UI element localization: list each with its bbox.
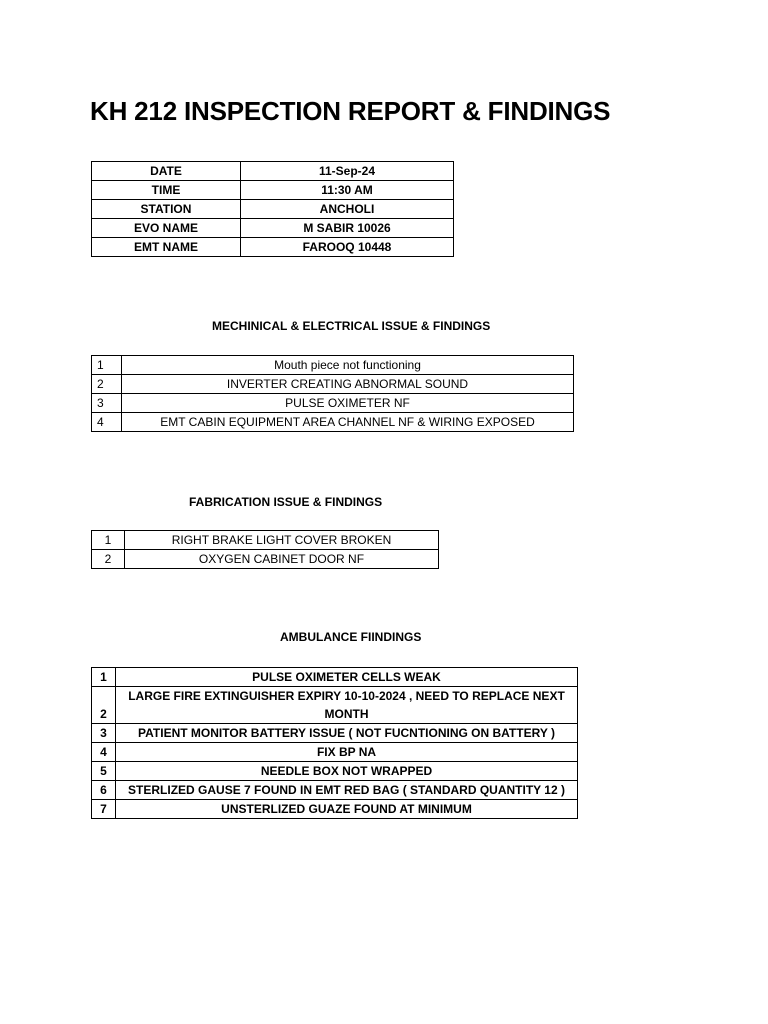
info-value: ANCHOLI: [241, 200, 454, 219]
table-row: [92, 762, 578, 781]
info-value: 11:30 AM: [241, 181, 454, 200]
row-number: 3: [92, 724, 116, 743]
fabrication-findings-table: [91, 530, 439, 569]
vehicle-info-table: [91, 161, 454, 257]
table-row: [92, 550, 439, 569]
info-label: EVO NAME: [92, 219, 241, 238]
finding-text: OXYGEN CABINET DOOR NF: [125, 550, 439, 569]
finding-text: PULSE OXIMETER CELLS WEAK: [116, 668, 578, 687]
finding-text: FIX BP NA: [116, 743, 578, 762]
finding-text: INVERTER CREATING ABNORMAL SOUND: [122, 375, 574, 394]
finding-text: LARGE FIRE EXTINGUISHER EXPIRY 10-10-2024 , NEED TO REPLACE NEXT MONTH: [116, 687, 578, 724]
row-number: 2: [92, 687, 116, 724]
info-row-time: [92, 181, 454, 200]
row-number: 6: [92, 781, 116, 800]
row-number: 2: [92, 375, 122, 394]
finding-text: NEEDLE BOX NOT WRAPPED: [116, 762, 578, 781]
mechanical-findings-table: [91, 355, 574, 432]
finding-text: UNSTERLIZED GUAZE FOUND AT MINIMUM: [116, 800, 578, 819]
info-label: STATION: [92, 200, 241, 219]
row-number: 4: [92, 743, 116, 762]
table-row: [92, 413, 574, 432]
finding-text: Mouth piece not functioning: [122, 356, 574, 375]
finding-text: PULSE OXIMETER NF: [122, 394, 574, 413]
table-row: [92, 531, 439, 550]
row-number: 1: [92, 356, 122, 375]
table-row: [92, 356, 574, 375]
table-row: [92, 781, 578, 800]
row-number: 3: [92, 394, 122, 413]
fabrication-section-heading: FABRICATION ISSUE & FINDINGS: [189, 495, 383, 509]
row-number: 5: [92, 762, 116, 781]
info-label: EMT NAME: [92, 238, 241, 257]
info-row-emt-name: [92, 238, 454, 257]
table-row: [92, 668, 578, 687]
row-number: 4: [92, 413, 122, 432]
table-row: [92, 375, 574, 394]
row-number: 1: [92, 531, 125, 550]
row-number: 2: [92, 550, 125, 569]
table-row: [92, 743, 578, 762]
mechanical-section-heading: MECHINICAL & ELECTRICAL ISSUE & FINDINGS: [212, 319, 491, 333]
info-value: M SABIR 10026: [241, 219, 454, 238]
info-value: 11-Sep-24: [241, 162, 454, 181]
table-row: [92, 724, 578, 743]
info-label: TIME: [92, 181, 241, 200]
info-row-date: [92, 162, 454, 181]
table-row: [92, 394, 574, 413]
ambulance-findings-table: [91, 667, 578, 819]
finding-text: PATIENT MONITOR BATTERY ISSUE ( NOT FUCNTIONING ON BATTERY ): [116, 724, 578, 743]
ambulance-section-heading: AMBULANCE FIINDINGS: [280, 630, 422, 644]
info-row-station: [92, 200, 454, 219]
info-label: DATE: [92, 162, 241, 181]
row-number: 7: [92, 800, 116, 819]
finding-text: STERLIZED GAUSE 7 FOUND IN EMT RED BAG ( STANDARD QUANTITY 12 ): [116, 781, 578, 800]
finding-text: RIGHT BRAKE LIGHT COVER BROKEN: [125, 531, 439, 550]
table-row: [92, 687, 578, 724]
row-number: 1: [92, 668, 116, 687]
info-row-evo-name: [92, 219, 454, 238]
finding-text: EMT CABIN EQUIPMENT AREA CHANNEL NF & WIRING EXPOSED: [122, 413, 574, 432]
page-title: KH 212 INSPECTION REPORT & FINDINGS: [90, 96, 611, 126]
table-row: [92, 800, 578, 819]
info-value: FAROOQ 10448: [241, 238, 454, 257]
